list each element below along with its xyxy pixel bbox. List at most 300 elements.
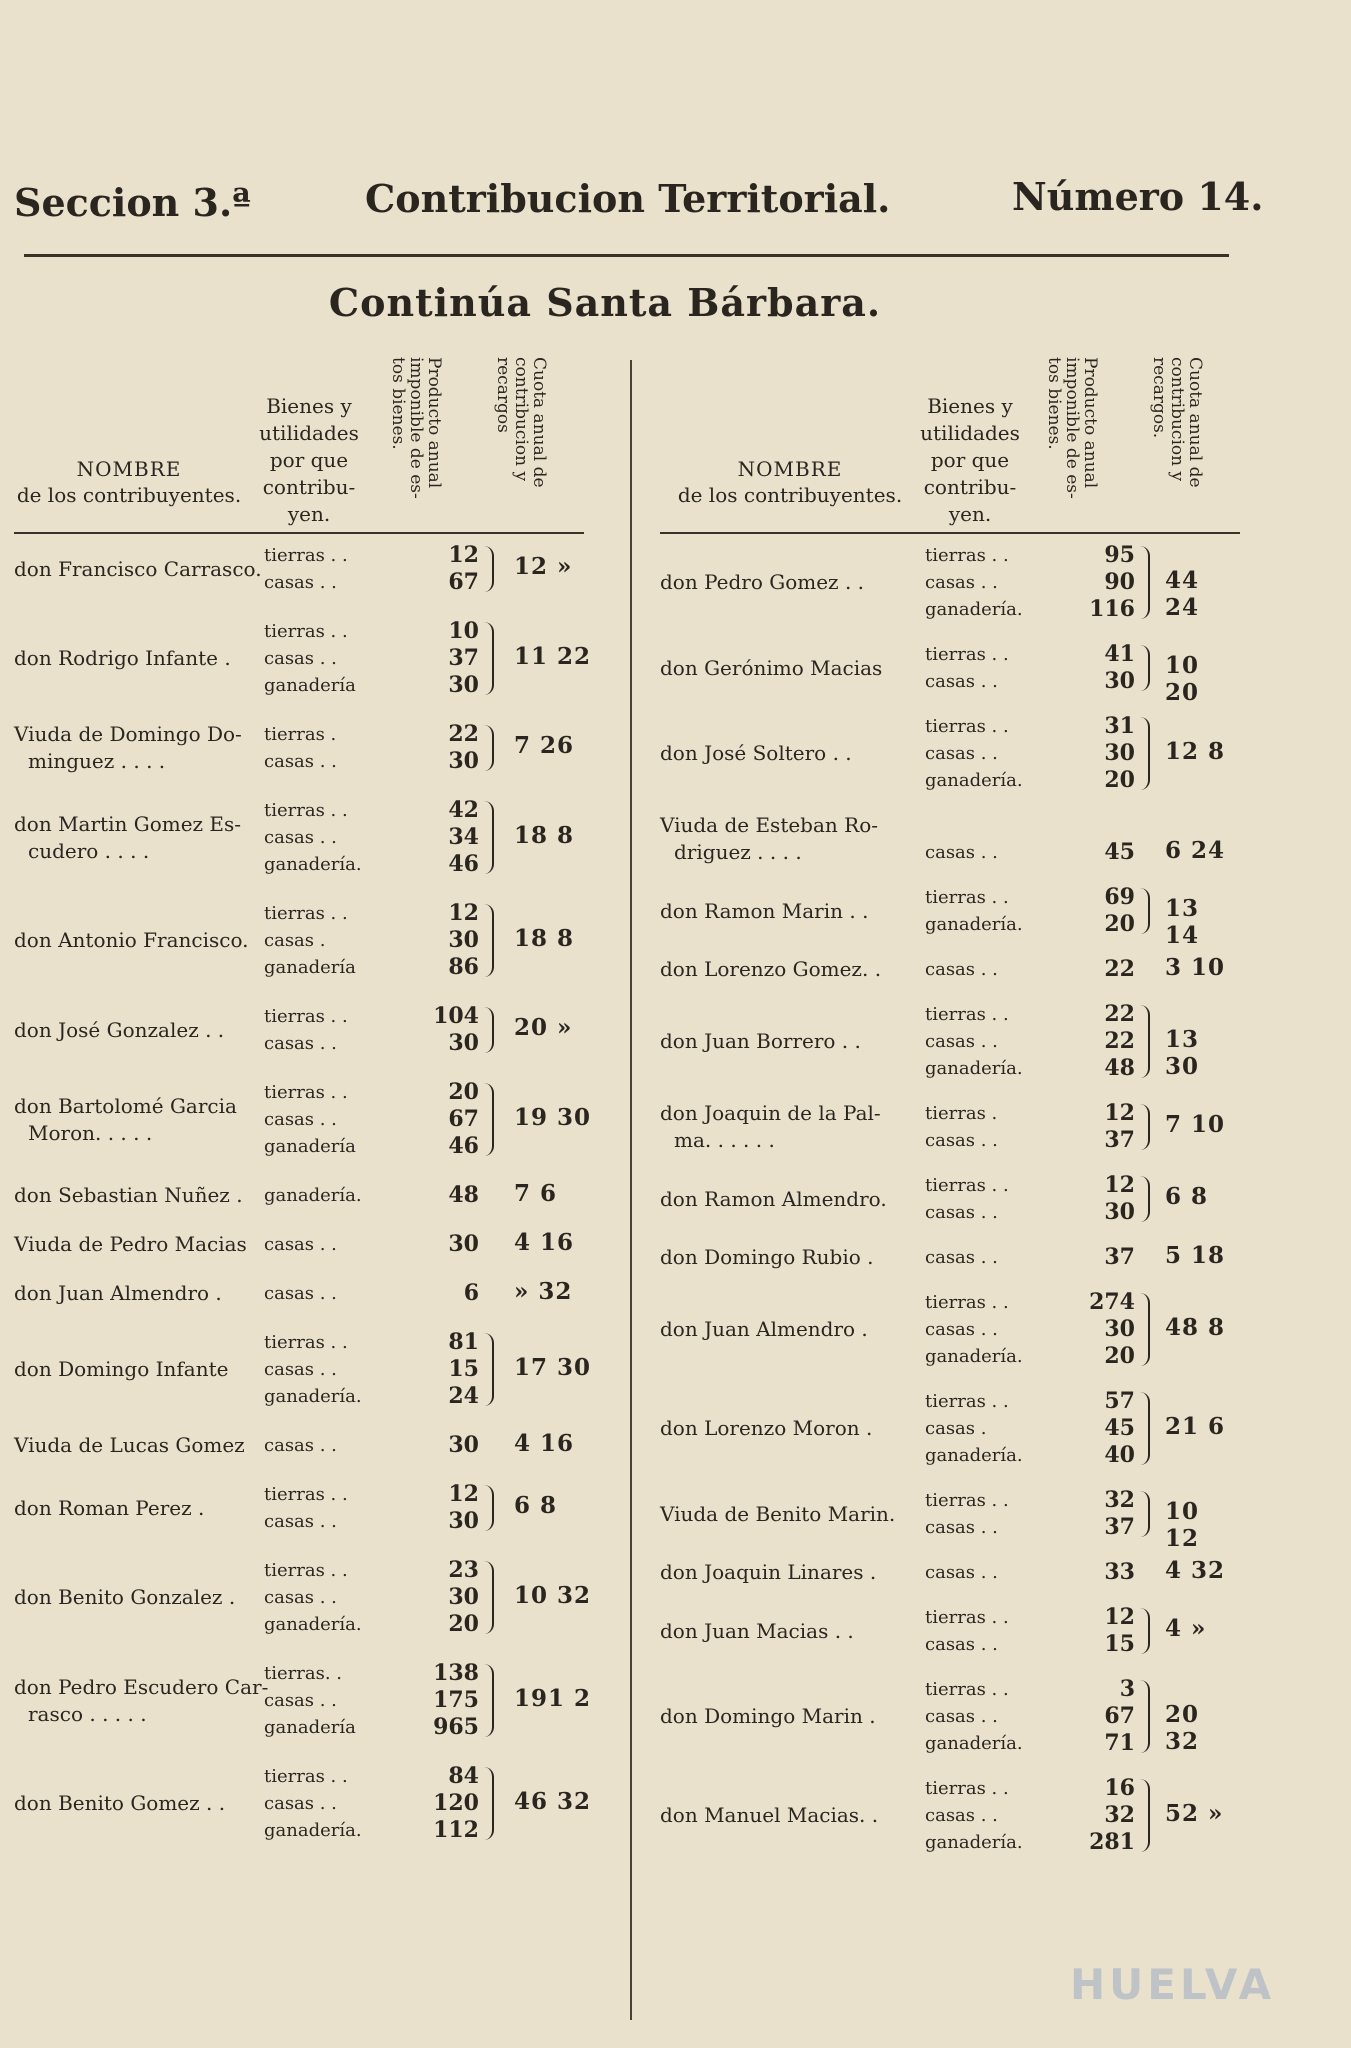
property-types [264, 1231, 337, 1258]
property-type: casas . . [925, 1031, 998, 1052]
taxpayer-name [14, 1280, 274, 1307]
taxpayer-name-line: don Juan Almendro . [660, 1317, 868, 1341]
taxable-value: 57 [1104, 1388, 1135, 1414]
right-row [660, 1388, 1240, 1469]
annual-quota: 6 24 [1165, 836, 1226, 864]
right-row [660, 1676, 1240, 1757]
taxable-value: 67 [448, 1106, 479, 1132]
property-types [264, 1481, 348, 1535]
property-type: casas . . [925, 1562, 998, 1583]
page-number: Número 14. [1012, 174, 1264, 219]
taxable-products [1080, 1001, 1135, 1082]
taxpayer-name-line: don Benito Gomez . . [14, 1791, 226, 1815]
taxpayer-name [14, 1432, 274, 1459]
brace-mark [484, 801, 494, 874]
annual-quota: 191 2 [514, 1684, 592, 1712]
right-row [660, 884, 1240, 949]
taxpayer-name-line: don Francisco Carrasco. [14, 556, 262, 581]
annual-quota: 13 14 [1165, 895, 1200, 949]
property-type: ganadería. [925, 1733, 1023, 1754]
taxpayer-name [14, 645, 274, 672]
taxable-value: 84 [448, 1763, 479, 1789]
taxpayer-name-line: Viuda de Pedro Macias [14, 1232, 247, 1256]
property-type: casas . . [264, 648, 337, 669]
taxpayer-name-line: driguez . . . . [674, 840, 802, 864]
left-row [14, 1660, 614, 1741]
taxpayer-name [14, 1093, 274, 1147]
taxpayer-name [660, 1618, 930, 1645]
annual-quota: 46 32 [514, 1787, 592, 1815]
archive-watermark: HUELVA [1070, 1960, 1276, 2009]
taxable-value: 86 [448, 954, 479, 980]
taxpayer-name-line: don Rodrigo Infante . [14, 646, 231, 670]
annual-quota: 10 12 [1165, 1498, 1200, 1552]
taxable-value: 20 [1104, 911, 1135, 937]
property-types [925, 956, 998, 983]
right-table [660, 350, 1240, 1855]
taxable-products [424, 1280, 479, 1307]
taxable-value: 31 [1104, 713, 1135, 739]
left-row [14, 1429, 614, 1459]
taxpayer-name [660, 1559, 930, 1586]
taxpayer-name [14, 1017, 274, 1044]
taxable-products [1080, 713, 1135, 794]
property-type: casas . . [925, 1805, 998, 1826]
annual-quota: 52 » [1165, 1799, 1224, 1827]
taxpayer-name-line: don Joaquin Linares . [660, 1560, 877, 1584]
annual-quota: 7 6 [514, 1179, 558, 1207]
taxable-value: 22 [1104, 956, 1135, 982]
brace-mark [1140, 1176, 1150, 1222]
taxpayer-name [660, 569, 930, 596]
annual-quota: 10 20 [1165, 652, 1200, 706]
property-type: ganadería. [264, 1614, 362, 1635]
property-types [264, 618, 356, 699]
taxable-products [1080, 1559, 1135, 1586]
annual-quota: 12 » [514, 553, 573, 580]
nombre-header-right [660, 456, 920, 508]
producto-header: Producto anual imponible de es- tos bienes. [388, 357, 444, 499]
taxable-products [1080, 956, 1135, 983]
taxable-products [1080, 884, 1135, 938]
right-table-header [660, 350, 1240, 530]
taxable-value: 20 [1104, 1343, 1135, 1369]
property-type: tierras . . [925, 545, 1009, 566]
taxpayer-name-line: don Juan Macias . . [660, 1618, 854, 1643]
taxable-products [1080, 1172, 1135, 1226]
taxable-value: 37 [448, 645, 479, 671]
property-type: tierras . . [925, 1490, 1009, 1511]
taxable-products [1080, 1388, 1135, 1469]
property-type: tierras . . [925, 1679, 1009, 1700]
taxable-products [424, 1003, 479, 1057]
left-row [14, 1277, 614, 1307]
property-type: tierras . . [925, 1778, 1009, 1799]
bienes-header: Bienes y utilidades por que contribu- yen. [259, 394, 359, 526]
taxable-products [424, 1432, 479, 1459]
taxpayer-name-line: rasco . . . . . [28, 1701, 147, 1726]
taxable-value: 37 [1104, 1244, 1135, 1270]
property-type: casas . . [264, 1033, 337, 1054]
taxpayer-name [660, 1244, 930, 1271]
property-type: casas . . [925, 842, 998, 863]
taxable-value: 45 [1104, 839, 1135, 865]
taxpayer-name [14, 1790, 274, 1817]
bienes-header-right: Bienes y utilidades por que contribu- yen. [920, 394, 1020, 526]
taxpayer-name [660, 1316, 930, 1343]
annual-quota: 12 8 [1165, 737, 1226, 765]
annual-quota: 17 30 [514, 1353, 592, 1381]
property-types [264, 1003, 348, 1057]
taxable-products [1080, 1604, 1135, 1658]
taxpayer-name-line: don Antonio Francisco. [14, 928, 249, 952]
annual-quota: 19 30 [514, 1103, 592, 1131]
right-row [660, 1556, 1240, 1586]
brace-mark [484, 1664, 494, 1737]
brace-mark [1140, 717, 1150, 790]
property-type: tierras . [925, 1103, 998, 1124]
property-type: ganadería. [264, 1386, 362, 1407]
taxpayer-name-line: don Bartolomé Garcia [14, 1093, 237, 1118]
property-types [264, 900, 356, 981]
taxpayer-name-line: don Martin Gomez Es- [14, 811, 242, 836]
right-row [660, 713, 1240, 794]
right-row [660, 812, 1240, 866]
taxable-value: 30 [448, 1030, 479, 1056]
taxable-value: 45 [1104, 1415, 1135, 1441]
taxable-products [424, 542, 479, 596]
taxable-products [1080, 1487, 1135, 1541]
taxpayer-name-line: don Benito Gonzalez . [14, 1585, 236, 1609]
taxpayer-name-line: don Lorenzo Gomez. . [660, 957, 882, 981]
annual-quota: » 32 [514, 1277, 573, 1305]
left-row [14, 797, 614, 878]
brace-mark [1140, 1491, 1150, 1537]
property-type: tierras . . [925, 887, 1009, 908]
left-header-rule [14, 532, 584, 534]
property-type: casas . . [264, 1587, 337, 1608]
taxable-value: 16 [1104, 1775, 1135, 1801]
brace-mark [1140, 1608, 1150, 1654]
property-type: tierras . . [925, 1607, 1009, 1628]
taxable-value: 42 [448, 797, 479, 823]
taxable-value: 22 [1104, 1028, 1135, 1054]
taxable-value: 6 [463, 1280, 479, 1306]
property-type: ganadería. [925, 1832, 1023, 1853]
property-type: tierras . [264, 724, 337, 745]
right-row [660, 1775, 1240, 1856]
taxable-value: 30 [448, 1432, 479, 1458]
property-type: casas . . [264, 1109, 337, 1130]
taxpayer-name [14, 721, 274, 775]
annual-quota: 20 32 [1165, 1700, 1200, 1755]
property-types [264, 1660, 356, 1741]
taxable-value: 30 [448, 1231, 479, 1257]
taxpayer-name [660, 655, 930, 682]
property-types [264, 1079, 356, 1160]
taxable-products [1080, 641, 1135, 695]
property-types [925, 1172, 1009, 1226]
property-type: ganadería. [925, 770, 1023, 791]
cuota-header-right: Cuota anual de contribucion y recargos. [1149, 357, 1205, 488]
taxpayer-name-line: Viuda de Lucas Gomez [14, 1433, 245, 1457]
property-type: ganadería. [925, 914, 1023, 935]
taxable-value: 67 [448, 569, 479, 595]
taxable-value: 12 [1104, 1172, 1135, 1198]
taxable-value: 30 [448, 927, 479, 953]
property-types [264, 1763, 362, 1844]
left-row [14, 1481, 614, 1535]
taxpayer-name [660, 812, 930, 866]
taxpayer-name [14, 1495, 274, 1522]
property-type: tierras . . [925, 1004, 1009, 1025]
property-type: ganadería. [264, 854, 362, 875]
taxpayer-name-line: minguez . . . . [28, 749, 166, 773]
taxable-value: 12 [448, 1481, 479, 1507]
taxable-value: 281 [1089, 1829, 1135, 1855]
property-types [264, 721, 337, 775]
property-type: tierras . . [925, 1391, 1009, 1412]
page-header [0, 170, 1351, 230]
property-type: tierras . . [264, 1332, 348, 1353]
property-type: casas . . [264, 1359, 337, 1380]
right-row [660, 1289, 1240, 1370]
taxpayer-name [14, 1356, 274, 1383]
brace-mark [1140, 645, 1150, 691]
taxpayer-name [14, 556, 274, 583]
taxable-value: 30 [448, 1584, 479, 1610]
property-type: casas . . [264, 1793, 337, 1814]
property-type: casas . . [925, 1247, 998, 1268]
property-types [925, 1604, 1009, 1658]
taxpayer-name-line: don Gerónimo Macias [660, 655, 883, 680]
taxpayer-name [14, 927, 274, 954]
property-types [925, 1487, 1009, 1541]
taxable-value: 138 [433, 1660, 479, 1686]
property-type: tierras . . [264, 1082, 348, 1103]
taxable-value: 33 [1104, 1559, 1135, 1585]
taxable-value: 81 [448, 1329, 479, 1355]
property-type: casas . . [925, 572, 998, 593]
taxable-value: 37 [1104, 1127, 1135, 1153]
taxable-value: 37 [1104, 1514, 1135, 1540]
taxable-value: 30 [448, 1508, 479, 1534]
brace-mark [484, 622, 494, 695]
taxpayer-name-line: don José Gonzalez . . [14, 1017, 225, 1042]
property-type: casas . . [264, 751, 337, 772]
property-types [925, 1289, 1023, 1370]
taxpayer-name-line: don Pedro Escudero Car- [14, 1674, 269, 1699]
taxpayer-name-line: don Sebastian Nuñez . [14, 1183, 243, 1207]
property-type: ganadería. [925, 1058, 1023, 1079]
brace-mark [1140, 1005, 1150, 1078]
taxpayer-name [660, 740, 930, 767]
taxable-products [424, 1481, 479, 1535]
property-types [925, 1388, 1023, 1469]
left-row [14, 1329, 614, 1410]
taxpayer-name-line: don Joaquin de la Pal- [660, 1101, 881, 1125]
property-type: tierras . . [264, 1006, 348, 1027]
taxable-products [1080, 1244, 1135, 1271]
taxpayer-name [660, 1703, 930, 1730]
taxable-value: 120 [433, 1790, 479, 1816]
property-type: casas . . [925, 1634, 998, 1655]
taxpayer-name [660, 1186, 930, 1213]
brace-mark [484, 1333, 494, 1406]
property-types [925, 1559, 998, 1586]
property-type: casas . . [264, 572, 337, 593]
taxable-value: 3 [1119, 1676, 1135, 1702]
nombre-header [14, 456, 244, 508]
taxable-value: 41 [1104, 641, 1135, 667]
taxable-value: 175 [433, 1687, 479, 1713]
annual-quota: 7 26 [514, 732, 575, 759]
brace-mark [1140, 546, 1150, 619]
taxable-products [424, 618, 479, 699]
property-type: tierras . . [925, 716, 1009, 737]
taxable-value: 20 [448, 1611, 479, 1637]
right-row [660, 641, 1240, 706]
column-divider [630, 360, 632, 2020]
property-types [264, 1329, 362, 1410]
taxable-value: 30 [1104, 740, 1135, 766]
right-row [660, 1604, 1240, 1658]
taxpayer-name-line: don Lorenzo Moron . [660, 1416, 873, 1440]
taxable-value: 22 [448, 721, 479, 747]
property-type: ganadería. [925, 1346, 1023, 1367]
property-type: tierras . . [264, 1560, 348, 1581]
taxpayer-name-line: don Domingo Marin . [660, 1704, 876, 1728]
taxable-products [424, 1182, 479, 1209]
property-type: ganadería [264, 1136, 356, 1157]
taxpayer-name-line: don Pedro Gomez . . [660, 570, 865, 594]
right-row [660, 542, 1240, 623]
property-type: casas . . [264, 1690, 337, 1711]
property-type: casas . . [925, 1202, 998, 1223]
property-types [925, 641, 1009, 695]
property-type: ganadería. [925, 1445, 1023, 1466]
taxable-value: 116 [1089, 596, 1135, 622]
taxpayer-name-line: don Ramon Marin . . [660, 898, 869, 923]
nombre-header-top: NOMBRE [76, 457, 182, 481]
annual-quota: 21 6 [1165, 1412, 1226, 1440]
taxpayer-name-line: don Domingo Infante [14, 1357, 229, 1381]
property-types [925, 1244, 998, 1271]
nombre-header-right-bottom: de los contribuyentes. [677, 483, 903, 507]
page-subtitle: Continúa Santa Bárbara. [328, 280, 882, 325]
taxpayer-name [14, 1231, 274, 1258]
property-types [264, 1280, 337, 1307]
property-type: tierras . . [264, 800, 348, 821]
taxable-products [1080, 1676, 1135, 1757]
taxable-products [1080, 839, 1135, 866]
left-row [14, 1228, 614, 1258]
property-type: casas . [925, 1418, 987, 1439]
property-type: tierras . . [264, 545, 348, 566]
property-type: casas . . [264, 1511, 337, 1532]
taxable-value: 30 [1104, 1199, 1135, 1225]
taxable-value: 20 [1104, 767, 1135, 793]
annual-quota: 3 10 [1165, 953, 1226, 981]
annual-quota: 10 32 [514, 1581, 592, 1609]
taxable-value: 40 [1104, 1442, 1135, 1468]
property-types [925, 884, 1023, 938]
taxpayer-name-line: Viuda de Domingo Do- [14, 722, 242, 746]
taxpayer-name [660, 898, 930, 925]
brace-mark [1140, 888, 1150, 934]
taxable-value: 12 [1104, 1100, 1135, 1126]
taxable-value: 32 [1104, 1487, 1135, 1513]
taxable-products [424, 721, 479, 775]
property-type: casas . . [925, 1130, 998, 1151]
right-row [660, 1172, 1240, 1226]
left-row [14, 618, 614, 699]
property-types [264, 1182, 362, 1209]
property-type: casas . . [925, 1517, 998, 1538]
taxable-value: 32 [1104, 1802, 1135, 1828]
left-table-header [14, 350, 614, 530]
property-type: casas . . [264, 1435, 337, 1456]
taxable-value: 22 [1104, 1001, 1135, 1027]
annual-quota: 4 32 [1165, 1556, 1226, 1584]
taxable-value: 71 [1104, 1730, 1135, 1756]
right-header-rule [660, 532, 1240, 534]
left-row [14, 900, 614, 981]
section-label: Seccion 3.ª [14, 180, 251, 225]
taxable-value: 30 [448, 672, 479, 698]
property-types [925, 1775, 1023, 1856]
taxable-value: 34 [448, 824, 479, 850]
taxpayer-name-line: don Juan Borrero . . [660, 1029, 861, 1053]
brace-mark [1140, 1104, 1150, 1150]
property-types [925, 1001, 1023, 1082]
nombre-header-bottom: de los contribuyentes. [16, 483, 242, 507]
taxpayer-name [660, 1802, 930, 1829]
annual-quota: 48 8 [1165, 1313, 1226, 1341]
property-types [925, 1100, 998, 1154]
taxable-value: 24 [448, 1383, 479, 1409]
annual-quota: 6 8 [514, 1492, 558, 1519]
taxable-value: 274 [1089, 1289, 1135, 1315]
brace-mark [1140, 1293, 1150, 1366]
annual-quota: 11 22 [514, 642, 592, 670]
property-type: casas . . [925, 1319, 998, 1340]
property-type: tierras . . [925, 644, 1009, 665]
taxable-value: 15 [448, 1356, 479, 1382]
brace-mark [484, 546, 494, 592]
taxpayer-name-line: don Domingo Rubio . [660, 1245, 874, 1269]
taxpayer-name [660, 1415, 930, 1442]
taxable-products [424, 797, 479, 878]
property-type: ganadería [264, 675, 356, 696]
right-row [660, 953, 1240, 983]
taxable-value: 30 [1104, 1316, 1135, 1342]
taxable-value: 95 [1104, 542, 1135, 568]
property-types [264, 1557, 362, 1638]
left-row [14, 542, 614, 596]
property-types [925, 713, 1023, 794]
taxable-value: 90 [1104, 569, 1135, 595]
property-types [264, 1432, 337, 1459]
annual-quota: 13 30 [1165, 1025, 1200, 1080]
property-types [925, 1676, 1023, 1757]
taxpayer-name-line: cudero . . . . [28, 838, 150, 863]
taxable-products [424, 1329, 479, 1410]
taxable-products [424, 1660, 479, 1741]
annual-quota: 5 18 [1165, 1241, 1226, 1269]
property-types [264, 542, 348, 596]
left-row [14, 1763, 614, 1844]
